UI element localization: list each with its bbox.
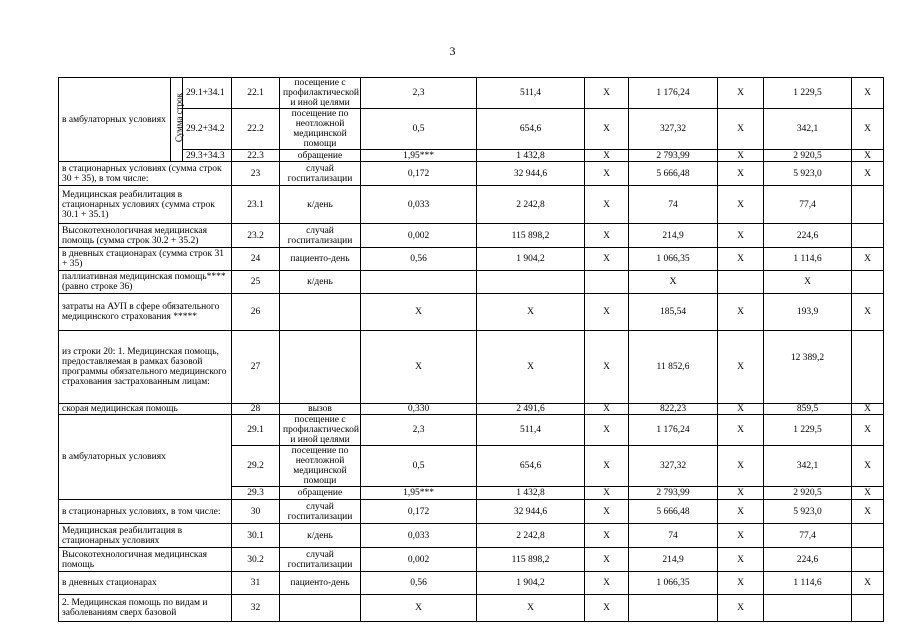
value-cost: 1 432,8: [477, 150, 585, 162]
row-label: в дневных стационарах: [59, 572, 232, 595]
financing-table: [58, 77, 884, 622]
row-label: в стационарных условиях (сумма строк 30 + 35), в том числе:: [59, 162, 232, 186]
x-mark: Х: [585, 404, 629, 415]
unit: случай госпитализации: [280, 224, 361, 248]
empty-cell: [852, 524, 884, 548]
unit: посещение по неотложной медицинской помощи: [280, 109, 361, 150]
unit: посещение по неотложной медицинской помощи: [280, 446, 361, 487]
row-label: в дневных стационарах (сумма строк 31 + 35): [59, 248, 232, 271]
x-mark: Х: [764, 271, 852, 294]
x-mark: Х: [718, 162, 764, 186]
empty-cell: [852, 331, 884, 404]
row-label: в амбулаторных условиях: [59, 415, 232, 500]
value-per-capita: 74: [629, 524, 718, 548]
x-mark: Х: [852, 162, 884, 186]
value-total: 1 114,6: [764, 248, 852, 271]
x-mark: Х: [852, 404, 884, 415]
empty-cell: [361, 271, 477, 294]
x-mark: Х: [852, 294, 884, 331]
value-volume: 0,172: [361, 162, 477, 186]
row-number: 23.2: [232, 224, 280, 248]
value-total: 2 920,5: [764, 487, 852, 500]
table-row: [59, 294, 884, 331]
row-number: 27: [232, 331, 280, 404]
x-mark: Х: [718, 109, 764, 150]
x-mark: Х: [585, 78, 629, 109]
value-per-capita: 1 176,24: [629, 78, 718, 109]
value-per-capita: 327,32: [629, 446, 718, 487]
source-rows: 29.3+34.3: [183, 150, 232, 162]
unit: случай госпитализации: [280, 162, 361, 186]
x-mark: Х: [718, 404, 764, 415]
source-rows: 29.2+34.2: [183, 109, 232, 150]
x-mark: Х: [718, 224, 764, 248]
value-per-capita: 5 666,48: [629, 162, 718, 186]
value-cost: 2 491,6: [477, 404, 585, 415]
value-per-capita: 11 852,6: [629, 331, 718, 404]
row-number: 23: [232, 162, 280, 186]
value-volume: 1,95***: [361, 150, 477, 162]
value-cost: 2 242,8: [477, 186, 585, 224]
x-mark: Х: [718, 294, 764, 331]
empty-cell: [852, 548, 884, 572]
value-total: 5 923,0: [764, 162, 852, 186]
x-mark: Х: [718, 78, 764, 109]
value-volume: 0,033: [361, 524, 477, 548]
unit: случай госпитализации: [280, 548, 361, 572]
row-number: 25: [232, 271, 280, 294]
value-volume: 0,002: [361, 224, 477, 248]
value-per-capita: 1 176,24: [629, 415, 718, 446]
x-mark: Х: [585, 524, 629, 548]
page-number: 3: [449, 44, 456, 58]
value-per-capita: 2 793,99: [629, 487, 718, 500]
x-mark: Х: [852, 446, 884, 487]
unit: обращение: [280, 487, 361, 500]
value-per-capita: 5 666,48: [629, 500, 718, 524]
empty-cell: [852, 186, 884, 224]
x-mark: Х: [477, 294, 585, 331]
empty-cell: [280, 331, 361, 404]
x-mark: Х: [477, 595, 585, 622]
empty-cell: [718, 271, 764, 294]
x-mark: Х: [852, 415, 884, 446]
table-row: [59, 500, 884, 524]
x-mark: Х: [718, 548, 764, 572]
row-label: Высокотехнологичная медицинская помощь: [59, 548, 232, 572]
value-cost: 115 898,2: [477, 548, 585, 572]
table-row: [59, 78, 884, 109]
value-per-capita: 74: [629, 186, 718, 224]
x-mark: Х: [585, 446, 629, 487]
value-volume: 1,95***: [361, 487, 477, 500]
row-number: 28: [232, 404, 280, 415]
value-volume: 0,002: [361, 548, 477, 572]
table-row: [59, 415, 884, 446]
table-row: [59, 331, 884, 404]
x-mark: Х: [585, 415, 629, 446]
empty-cell: [585, 271, 629, 294]
unit: к/день: [280, 524, 361, 548]
value-cost: 2 242,8: [477, 524, 585, 548]
x-mark: Х: [852, 248, 884, 271]
value-volume: 0,56: [361, 248, 477, 271]
row-label: в амбулаторных условиях: [59, 78, 171, 162]
x-mark: Х: [852, 78, 884, 109]
value-total: 12 389,2: [764, 331, 852, 404]
empty-cell: [852, 271, 884, 294]
value-cost: 511,4: [477, 415, 585, 446]
table-row: [59, 150, 884, 162]
value-total: 77,4: [764, 186, 852, 224]
row-number: 30.2: [232, 548, 280, 572]
x-mark: Х: [585, 487, 629, 500]
x-mark: Х: [852, 572, 884, 595]
table-row: [59, 186, 884, 224]
row-number: 26: [232, 294, 280, 331]
row-number: 22.2: [232, 109, 280, 150]
value-total: 342,1: [764, 446, 852, 487]
x-mark: Х: [718, 572, 764, 595]
table-row: [59, 224, 884, 248]
value-per-capita: 1 066,35: [629, 248, 718, 271]
x-mark: Х: [718, 487, 764, 500]
x-mark: Х: [585, 572, 629, 595]
x-mark: Х: [585, 294, 629, 331]
x-mark: Х: [718, 415, 764, 446]
row-label: 2. Медицинская помощь по видам и заболеваниям сверх базовой: [59, 595, 232, 622]
value-total: 224,6: [764, 224, 852, 248]
x-mark: Х: [477, 331, 585, 404]
value-total: 224,6: [764, 548, 852, 572]
value-total: 859,5: [764, 404, 852, 415]
table-row: [59, 248, 884, 271]
row-label: в стационарных условиях, в том числе:: [59, 500, 232, 524]
row-label: скорая медицинская помощь: [59, 404, 232, 415]
value-volume: 0,5: [361, 109, 477, 150]
row-number: 30.1: [232, 524, 280, 548]
source-rows: 29.1+34.1: [183, 78, 232, 109]
row-label: Медицинская реабилитация в стационарных условиях: [59, 524, 232, 548]
row-number: 30: [232, 500, 280, 524]
x-mark: Х: [718, 331, 764, 404]
x-mark: Х: [585, 224, 629, 248]
table-row: [59, 404, 884, 415]
x-mark: Х: [585, 186, 629, 224]
x-mark: Х: [361, 595, 477, 622]
x-mark: Х: [718, 524, 764, 548]
table-row: [59, 271, 884, 294]
value-cost: 115 898,2: [477, 224, 585, 248]
x-mark: Х: [718, 150, 764, 162]
value-per-capita: 822,23: [629, 404, 718, 415]
row-label: Медицинская реабилитация в стационарных условиях (сумма строк 30.1 + 35.1): [59, 186, 232, 224]
value-cost: 654,6: [477, 446, 585, 487]
x-mark: Х: [585, 150, 629, 162]
value-volume: 0,033: [361, 186, 477, 224]
x-mark: Х: [718, 446, 764, 487]
unit: к/день: [280, 186, 361, 224]
unit: посещение с профилактической и иной целями: [280, 415, 361, 446]
table-row: [59, 162, 884, 186]
unit: к/день: [280, 271, 361, 294]
table-row: [59, 595, 884, 622]
empty-cell: [629, 595, 718, 622]
value-cost: 1 904,2: [477, 572, 585, 595]
value-cost: 1 904,2: [477, 248, 585, 271]
empty-cell: [764, 595, 852, 622]
value-cost: 511,4: [477, 78, 585, 109]
value-per-capita: 185,54: [629, 294, 718, 331]
row-number: 29.1: [232, 415, 280, 446]
x-mark: Х: [585, 548, 629, 572]
value-total: 2 920,5: [764, 150, 852, 162]
unit: пациенто-день: [280, 248, 361, 271]
row-number: 29.3: [232, 487, 280, 500]
unit: обращение: [280, 150, 361, 162]
row-number: 24: [232, 248, 280, 271]
x-mark: Х: [629, 271, 718, 294]
empty-cell: [852, 224, 884, 248]
x-mark: Х: [585, 331, 629, 404]
x-mark: Х: [718, 248, 764, 271]
value-total: 342,1: [764, 109, 852, 150]
value-per-capita: 327,32: [629, 109, 718, 150]
row-number: 29.2: [232, 446, 280, 487]
x-mark: Х: [852, 109, 884, 150]
x-mark: Х: [585, 109, 629, 150]
value-volume: 0,56: [361, 572, 477, 595]
x-mark: Х: [585, 595, 629, 622]
unit: случай госпитализации: [280, 500, 361, 524]
value-per-capita: 214,9: [629, 224, 718, 248]
value-per-capita: 214,9: [629, 548, 718, 572]
x-mark: Х: [852, 500, 884, 524]
value-total: 193,9: [764, 294, 852, 331]
row-number: 23.1: [232, 186, 280, 224]
value-per-capita: 1 066,35: [629, 572, 718, 595]
unit: вызов: [280, 404, 361, 415]
row-label: из строки 20: 1. Медицинская помощь, предоставляемая в рамках базовой программы обязательного медицинского страхования застрахованным лицам:: [59, 331, 232, 404]
table-row: [59, 524, 884, 548]
x-mark: Х: [718, 186, 764, 224]
value-cost: 32 944,6: [477, 162, 585, 186]
value-volume: 2,3: [361, 415, 477, 446]
sum-rows-vertical-label: Сумма строк: [171, 78, 183, 162]
row-label: Высокотехнологичная медицинская помощь (сумма строк 30.2 + 35.2): [59, 224, 232, 248]
value-total: 5 923,0: [764, 500, 852, 524]
value-per-capita: 2 793,99: [629, 150, 718, 162]
value-cost: 654,6: [477, 109, 585, 150]
table-row: [59, 572, 884, 595]
value-volume: 0,172: [361, 500, 477, 524]
unit: пациенто-день: [280, 572, 361, 595]
row-label: затраты на АУП в сфере обязательного медицинского страхования *****: [59, 294, 232, 331]
value-total: 1 229,5: [764, 415, 852, 446]
x-mark: Х: [585, 500, 629, 524]
empty-cell: [280, 595, 361, 622]
unit: посещение с профилактической и иной целями: [280, 78, 361, 109]
empty-cell: [477, 271, 585, 294]
x-mark: Х: [718, 595, 764, 622]
row-number: 32: [232, 595, 280, 622]
x-mark: Х: [585, 248, 629, 271]
value-volume: 2,3: [361, 78, 477, 109]
x-mark: Х: [718, 500, 764, 524]
table-row: [59, 548, 884, 572]
x-mark: Х: [852, 150, 884, 162]
x-mark: Х: [361, 294, 477, 331]
value-cost: 1 432,8: [477, 487, 585, 500]
value-total: 1 229,5: [764, 78, 852, 109]
value-cost: 32 944,6: [477, 500, 585, 524]
empty-cell: [280, 294, 361, 331]
value-volume: 0,330: [361, 404, 477, 415]
row-label: паллиативная медицинская помощь**** (равно строке 36): [59, 271, 232, 294]
empty-cell: [852, 595, 884, 622]
row-number: 31: [232, 572, 280, 595]
value-total: 77,4: [764, 524, 852, 548]
x-mark: Х: [361, 331, 477, 404]
value-volume: 0,5: [361, 446, 477, 487]
row-number: 22.3: [232, 150, 280, 162]
value-total: 1 114,6: [764, 572, 852, 595]
row-number: 22.1: [232, 78, 280, 109]
x-mark: Х: [585, 162, 629, 186]
x-mark: Х: [852, 487, 884, 500]
